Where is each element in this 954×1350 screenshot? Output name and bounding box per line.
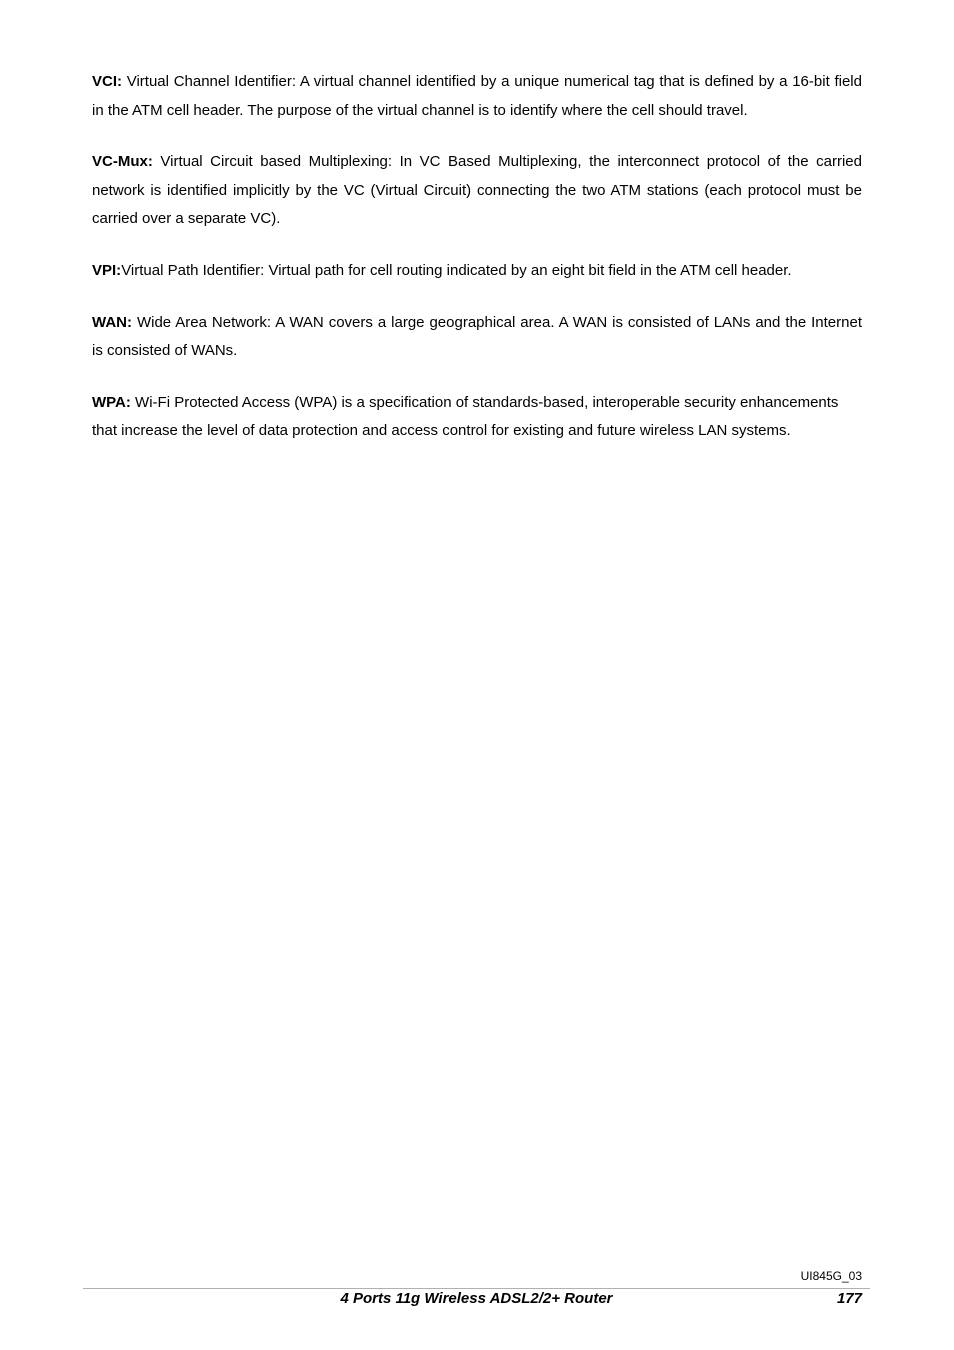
glossary-definition: Virtual Path Identifier: Virtual path for cell routing indicated by an eight bit field in the ATM cell header. bbox=[121, 261, 792, 279]
glossary-list bbox=[92, 68, 862, 469]
glossary-term: WPA: bbox=[92, 393, 131, 411]
glossary-entry-wpa bbox=[92, 389, 862, 446]
glossary-definition: Wide Area Network: A WAN covers a large geographical area. A WAN is consisted of LANs and the Internet is consisted of WANs. bbox=[92, 313, 862, 360]
footer-divider bbox=[83, 1288, 870, 1289]
glossary-term: VC-Mux: bbox=[92, 153, 153, 171]
document-code: UI845G_03 bbox=[800, 1269, 862, 1283]
glossary-entry-wan bbox=[92, 309, 862, 366]
glossary-entry-vci bbox=[92, 68, 862, 125]
glossary-term: VCI: bbox=[92, 73, 122, 90]
glossary-entry-vpi bbox=[92, 257, 862, 286]
glossary-definition: Wi-Fi Protected Access (WPA) is a specification of standards-based, interoperable security enhancements that increase the level of data protection and access control for existing and future wireless LAN systems. bbox=[92, 393, 839, 440]
glossary-term: WAN: bbox=[92, 313, 132, 331]
glossary-entry-vc-mux bbox=[92, 148, 862, 234]
glossary-definition: Virtual Circuit based Multiplexing: In VC Based Multiplexing, the interconnect protocol of the carried network is identified implicitly by the VC (Virtual Circuit) connecting the two ATM stations (each protocol must be carried over a separate VC). bbox=[92, 153, 862, 228]
glossary-term: VPI: bbox=[92, 261, 122, 279]
glossary-definition: Virtual Channel Identifier: A virtual channel identified by a unique numerical tag that is defined by a 16-bit field in the ATM cell header. The purpose of the virtual channel is to identify where the cell should travel. bbox=[92, 73, 862, 119]
page-number: 177 bbox=[836, 1290, 862, 1307]
footer-title: 4 Ports 11g Wireless ADSL2/2+ Router bbox=[340, 1290, 613, 1307]
